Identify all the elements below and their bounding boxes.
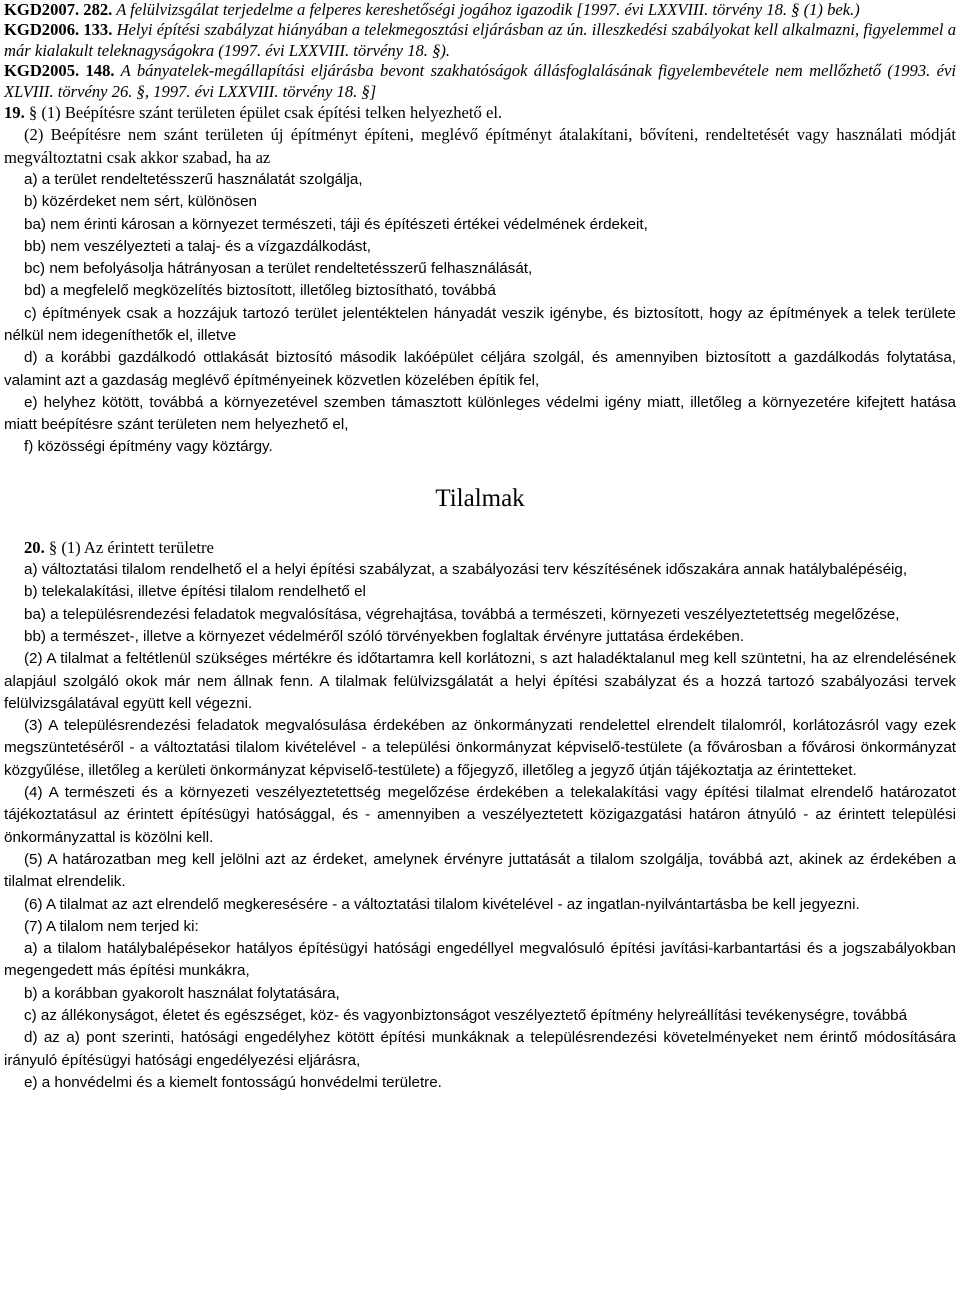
list-item: d) a korábbi gazdálkodó ottlakását biztosító második lakóépület céljára szolgál, és amennyiben biztosított a gazdálkodás folytatása, valamint azt a gazdaság meglévő építményeinek közvetlen közelében építik fel, — [4, 349, 956, 389]
ref-text: A felülvizsgálat terjedelme a felperes kereshetőségi jogához igazodik [1997. évi LXXVIII. törvény 18. § (1) bek.) — [116, 0, 860, 19]
list-item: b) közérdeket nem sért, különösen — [24, 193, 257, 211]
list-item: b) telekalakítási, illetve építési tilalom rendelhető el — [24, 583, 366, 601]
section-number: 19. — [4, 103, 25, 123]
ref-kgd2006 — [4, 20, 956, 61]
section-19-para-2: (2) Beépítésre nem szánt területen új építményt építeni, meglévő építményt átalakítani, bővíteni, rendeltetését vagy használati módját megváltoztatni csak akkor szabad, ha az — [4, 125, 956, 167]
ref-kgd2007 — [4, 0, 956, 20]
ref-text: Helyi építési szabályzat hiányában a telekmegosztási eljárásban az ún. illeszkedési szabályokat kell alkalmazni, figyelemmel a már kialakult teleknagyságokra (1997. évi LXXVIII. törvény 18. §). — [4, 20, 956, 60]
paragraph: (3) A településrendezési feladatok megvalósulása érdekében az önkormányzati rendelettel elrendelt tilalomról, korlátozásról vagy ezek megszüntetéséről - a változtatási tilalom kivételével - a települési önkormányzat képviselő-testülete (a fővárosban a fővárosi önkormányzat közgyűlése, illetőleg a kerületi önkormányzat képviselő-testülete) a főjegyző, illetőleg a jegyző útján tájékoztatja az érintetteket. — [4, 717, 956, 779]
list-item: b) a korábban gyakorolt használat folytatására, — [24, 984, 340, 1002]
ref-kgd2005 — [4, 61, 956, 102]
paragraph: (5) A határozatban meg kell jelölni azt az érdeket, amelynek érvényre juttatását a tilalom szolgálja, továbbá azt, akinek az érdekében a tilalmat elrendelik. — [4, 850, 956, 891]
ref-text: A bányatelek-megállapítási eljárásba bevont szakhatóságok állásfoglalásának figyelembevétele nem mellőzhető (1993. évi XLVIII. törvény 26. §, 1997. évi LXXVIII. törvény 18. §] — [4, 61, 956, 101]
list-item: d) az a) pont szerinti, hatósági engedélyhez kötött építési munkáknak a településrendezési követelményeket nem érintő módosítására irányuló építésügyi hatósági engedélyezési eljárásra, — [4, 1029, 956, 1069]
paragraph: (2) A tilalmat a feltétlenül szükséges mértékre és időtartamra kell korlátozni, s azt haladéktalanul meg kell szüntetni, ha az elrendelésének alapjául szolgáló okok már nem állnak fenn. A tilalmak felülvizsgálatát a helyi építési szabályzat és a hozzá tartozó szabályozási tervek felülvizsgálatával együtt kell végezni. — [4, 650, 956, 712]
list-item: a) a tilalom hatálybalépésekor hatályos építésügyi hatósági engedéllyel megvalósuló építési javítási-karbantartási és a jogszabályokban megengedett más építési munkákra, — [4, 940, 956, 980]
ref-code: KGD2005. 148. — [4, 61, 115, 81]
list-item: ba) a településrendezési feladatok megvalósítása, végrehajtása, továbbá a természeti, környezeti veszélyeztetettség megelőzése, — [24, 605, 900, 623]
list-item: ba) nem érinti károsan a környezet természeti, táji és építészeti értékei védelmének érdekeit, — [24, 215, 648, 233]
section-20-para-1 — [4, 537, 956, 559]
section-19-para-1 — [4, 102, 956, 124]
section-number: 20. — [24, 537, 45, 557]
list-item: c) építmények csak a hozzájuk tartozó terület jelentéktelen hányadát veszik igénybe, és biztosított, hogy az építmények a telek területe nélkül nem idegeníthetők el, illetve — [4, 304, 956, 344]
paragraph-text: § (1) Beépítésre szánt területen épület csak építési telken helyezhető el. — [28, 103, 503, 123]
paragraph-text: § (1) Az érintett területre — [48, 537, 214, 557]
list-item: a) változtatási tilalom rendelhető el a helyi építési szabályzat, a szabályozási terv készítésének időszakára annak hatálybalépéséig, — [24, 561, 908, 579]
paragraph: (4) A természeti és a környezeti veszélyeztetettség megelőzése érdekében a telekalakítási vagy építési tilalmat elrendelő határozatot tájékoztatásul az érintett építésügyi hatósággal, és - amennyiben a veszélyeztetett közigazgatási határon átnyúló - az érintett települési önkormányzattal is közölni kell. — [4, 784, 956, 846]
list-item: e) helyhez kötött, továbbá a környezetével szemben támasztott különleges védelmi igény miatt, illetőleg a környezetére kifejtett hatása miatt beépítésre szánt területen nem helyezhető el, — [4, 393, 956, 434]
list-item: e) a honvédelmi és a kiemelt fontosságú honvédelmi területre. — [24, 1073, 442, 1091]
list-item: bb) a természet-, illetve a környezet védelméről szóló törvényekben foglaltak érvényre juttatása érdekében. — [24, 627, 745, 645]
ref-code: KGD2007. 282. — [4, 0, 113, 19]
list-item: bd) a megfelelő megközelítés biztosított, illetőleg biztosítható, továbbá — [24, 282, 496, 300]
section-heading: Tilalmak — [435, 484, 525, 512]
paragraph: (6) A tilalmat az azt elrendelő megkeresésére - a változtatási tilalom kivételével - az ingatlan-nyilvántartásba be kell jegyezni. — [24, 895, 860, 913]
ref-code: KGD2006. 133. — [4, 20, 113, 40]
list-item: c) az állékonyságot, életet és egészséget, köz- és vagyonbiztonságot veszélyeztető építmény helyreállítási tevékenységre, továbbá — [24, 1007, 908, 1025]
list-item: a) a terület rendeltetésszerű használatát szolgálja, — [24, 170, 363, 188]
list-item: f) közösségi építmény vagy köztárgy. — [24, 438, 273, 456]
list-item: bc) nem befolyásolja hátrányosan a terület rendeltetésszerű felhasználását, — [24, 260, 533, 278]
list-item: bb) nem veszélyezteti a talaj- és a vízgazdálkodást, — [24, 237, 371, 255]
paragraph: (7) A tilalom nem terjed ki: — [24, 917, 199, 935]
